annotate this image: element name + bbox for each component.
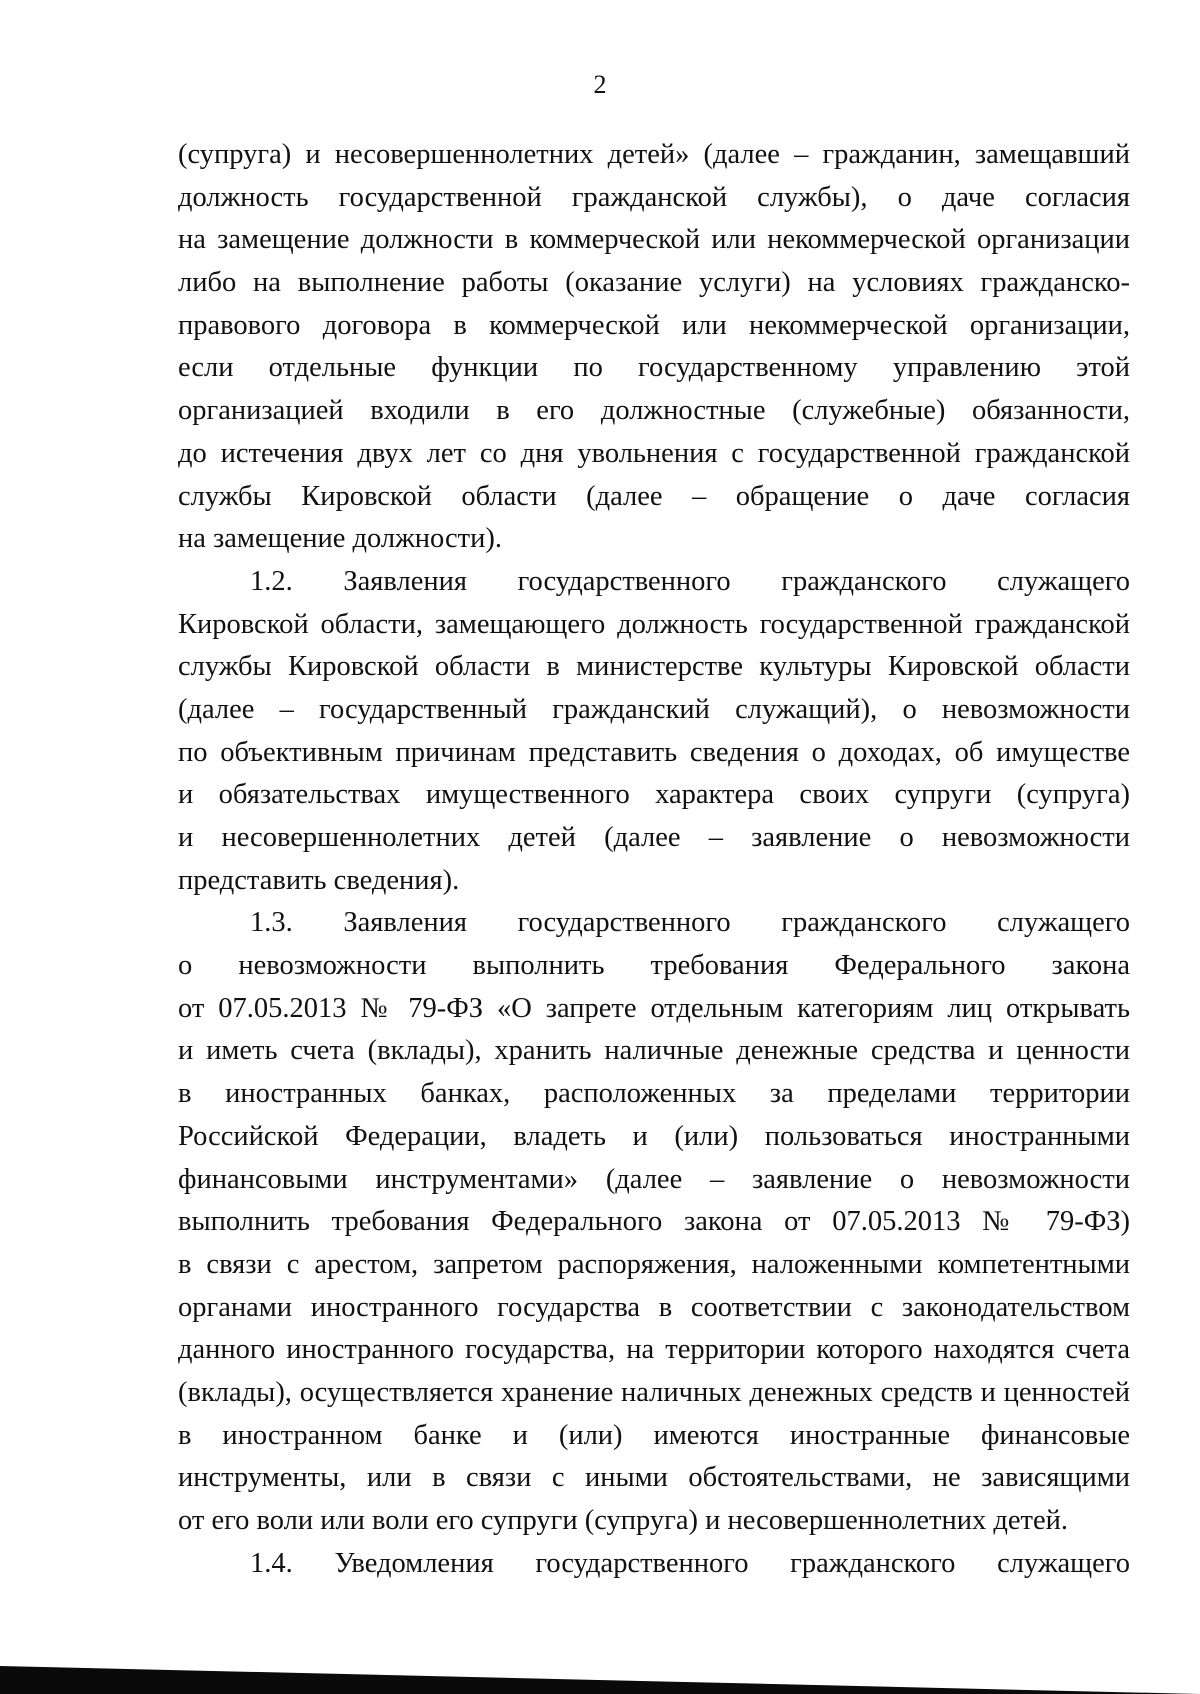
text-line: выполнить требования Федерального закона от 07.05.2013 № 79-ФЗ)	[178, 1206, 1130, 1238]
text-line: (вклады), осуществляется хранение наличных денежных средств и ценностей	[178, 1376, 1130, 1408]
text-line: по объективным причинам представить сведения о доходах, об имуществе	[178, 736, 1130, 768]
text-line: финансовыми инструментами» (далее – заявление о невозможности	[178, 1163, 1130, 1195]
text-line: (супруга) и несовершеннолетних детей» (далее – гражданин, замещавший	[178, 139, 1130, 170]
page-number: 2	[593, 70, 607, 99]
document-body	[178, 134, 1130, 1585]
text-line: представить сведения).	[178, 864, 460, 896]
text-line: должность государственной гражданской службы), о даче согласия	[178, 181, 1130, 213]
text-line: 1.2. Заявления государственного гражданского служащего	[250, 565, 1130, 597]
text-line: 1.3. Заявления государственного гражданского служащего	[250, 907, 1130, 939]
text-line: и обязательствах имущественного характера своих супруги (супруга)	[178, 779, 1130, 811]
text-line: Кировской области, замещающего должность государственной гражданской	[178, 608, 1130, 640]
text-line: и несовершеннолетних детей (далее – заявление о невозможности	[178, 822, 1130, 853]
text-line: либо на выполнение работы (оказание услуги) на условиях гражданско-	[178, 267, 1130, 299]
text-line: на замещение должности в коммерческой или некоммерческой организации	[178, 224, 1130, 256]
text-line: о невозможности выполнить требования Федерального закона	[178, 950, 1130, 982]
text-line: (далее – государственный гражданский служащий), о невозможности	[178, 693, 1130, 725]
text-line: от 07.05.2013 № 79-ФЗ «О запрете отдельным категориям лиц открывать	[178, 992, 1130, 1024]
text-line: органами иностранного государства в соответствии с законодательством	[178, 1291, 1130, 1323]
text-line: 1.4. Уведомления государственного гражданского служащего	[250, 1547, 1130, 1579]
text-line: в иностранных банках, расположенных за пределами территории	[178, 1078, 1130, 1110]
text-line: в связи с арестом, запретом распоряжения, наложенными компетентными	[178, 1248, 1130, 1280]
text-line: если отдельные функции по государственному управлению этой	[178, 352, 1130, 384]
scan-shadow-edge	[0, 1666, 1200, 1694]
text-line: и иметь счета (вклады), хранить наличные денежные средства и ценности	[178, 1035, 1130, 1067]
text-line: Российской Федерации, владеть и (или) пользоваться иностранными	[178, 1120, 1130, 1152]
text-line: данного иностранного государства, на территории которого находятся счета	[178, 1334, 1130, 1366]
text-line: на замещение должности).	[178, 523, 502, 555]
text-line: в иностранном банке и (или) имеются иностранные финансовые	[178, 1419, 1130, 1451]
text-line: до истечения двух лет со дня увольнения с государственной гражданской	[178, 437, 1130, 469]
text-line: инструменты, или в связи с иными обстоятельствами, не зависящими	[178, 1462, 1130, 1494]
text-line: правового договора в коммерческой или некоммерческой организации,	[178, 309, 1130, 341]
text-line: службы Кировской области (далее – обращение о даче согласия	[178, 480, 1130, 512]
text-line: организацией входили в его должностные (служебные) обязанности,	[178, 395, 1130, 427]
text-line: от его воли или воли его супруги (супруга) и несовершеннолетних детей.	[178, 1505, 1068, 1536]
text-line: службы Кировской области в министерстве культуры Кировской области	[178, 651, 1130, 683]
